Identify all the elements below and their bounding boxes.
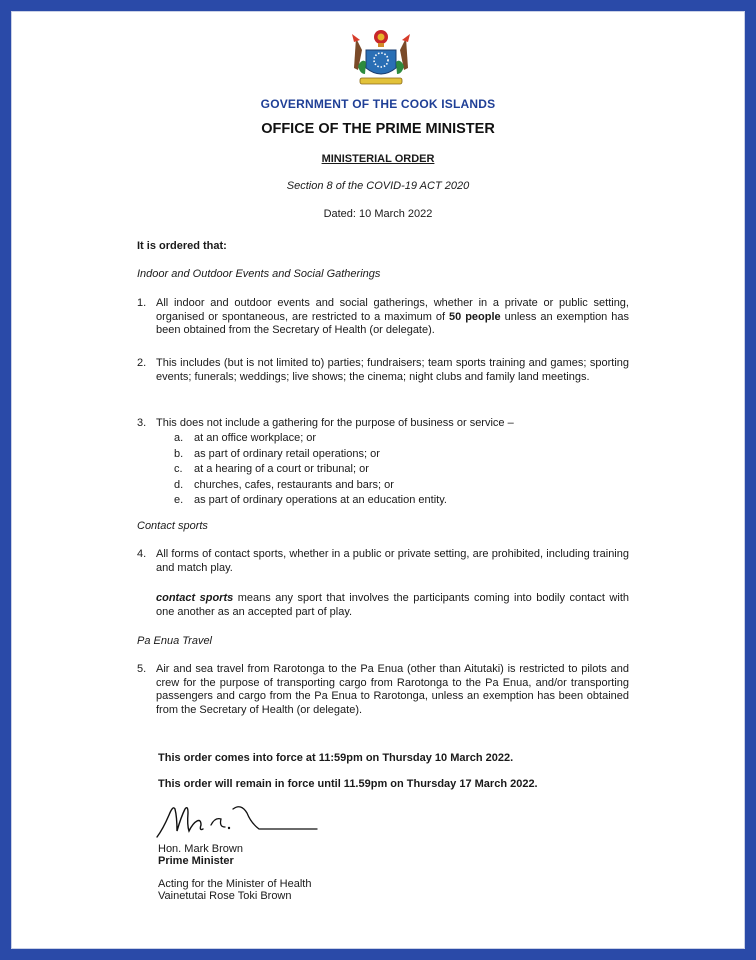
item-number: 2.: [137, 357, 147, 369]
order-date: Dated: 10 March 2022: [323, 208, 433, 220]
order-item-4: [137, 548, 629, 575]
item-number: 4.: [137, 548, 147, 560]
definition-term: contact sports: [156, 592, 234, 604]
list-item: c. at a hearing of a court or tribunal; or: [174, 463, 369, 475]
list-item: d. churches, cafes, restaurants and bars; or: [174, 478, 394, 491]
order-item-3: [137, 417, 629, 431]
events-section-heading: Indoor and Outdoor Events and Social Gatherings: [137, 268, 381, 280]
expiry-text: This order will remain in force until 11.59pm on Thursday 17 March 2022.: [158, 778, 538, 790]
item-1-text-b: unless an exemption has been obtained from the Secretary of Health (or delegate).: [156, 310, 629, 336]
item-1-text-a: All indoor and outdoor events and social gatherings, whether in a private or public setting, organised or spontaneous, are restricted to a maximum of: [156, 297, 629, 323]
legal-section: Section 8 of the COVID-19 ACT 2020: [286, 180, 470, 192]
acting-name: Vainetutai Rose Toki Brown: [158, 890, 292, 902]
item-number: 5.: [137, 663, 147, 675]
coat-of-arms-icon: [348, 28, 414, 90]
order-title: MINISTERIAL ORDER: [321, 153, 435, 165]
item-1-limit: 50 people: [449, 310, 501, 323]
office-heading: OFFICE OF THE PRIME MINISTER: [261, 121, 495, 137]
order-item-5: [137, 663, 629, 717]
order-item-2: [137, 357, 629, 384]
travel-section-heading: Pa Enua Travel: [137, 635, 213, 647]
list-item: e. as part of ordinary operations at an education entity.: [174, 494, 447, 506]
acting-role: Acting for the Minister of Health: [158, 878, 312, 890]
signatory-name: Hon. Mark Brown: [158, 843, 243, 855]
exception-list: [174, 432, 447, 510]
contact-sports-definition: [137, 592, 629, 619]
signature-image: [155, 795, 320, 843]
commencement-text: This order comes into force at 11:59pm on Thursday 10 March 2022.: [158, 752, 514, 764]
item-3-text: This does not include a gathering for the purpose of business or service –: [156, 417, 514, 429]
item-number: 1.: [137, 297, 147, 309]
item-5-text: Air and sea travel from Rarotonga to the Pa Enua (other than Aitutaki) is restricted to pilots and crew for the purpose of transporting cargo from Rarotonga to the Pa Enua, and/or transporting passengers and cargo from the Pa Enua to Rarotonga, unless an exemption has been obtained from the Secretary of Health (or delegate).: [156, 663, 629, 716]
signatory-title: Prime Minister: [158, 855, 234, 867]
list-item: a. at an office workplace; or: [174, 432, 317, 444]
item-number: 3.: [137, 417, 147, 429]
item-4-text: All forms of contact sports, whether in a public or private setting, are prohibited, including training and match play.: [156, 548, 629, 574]
list-item: b. as part of ordinary retail operations; or: [174, 447, 380, 460]
contact-section-heading: Contact sports: [137, 520, 208, 532]
order-item-1: [137, 297, 629, 338]
item-2-text: This includes (but is not limited to) parties; fundraisers; team sports training and games; sporting events; funerals; weddings; live shows; the cinema; night clubs and family land meetings.: [156, 357, 629, 383]
intro-text: It is ordered that:: [137, 240, 227, 252]
government-heading: GOVERNMENT OF THE COOK ISLANDS: [260, 97, 496, 111]
definition-text: means any sport that involves the participants coming into bodily contact with one another as an accepted part of play.: [156, 592, 629, 618]
